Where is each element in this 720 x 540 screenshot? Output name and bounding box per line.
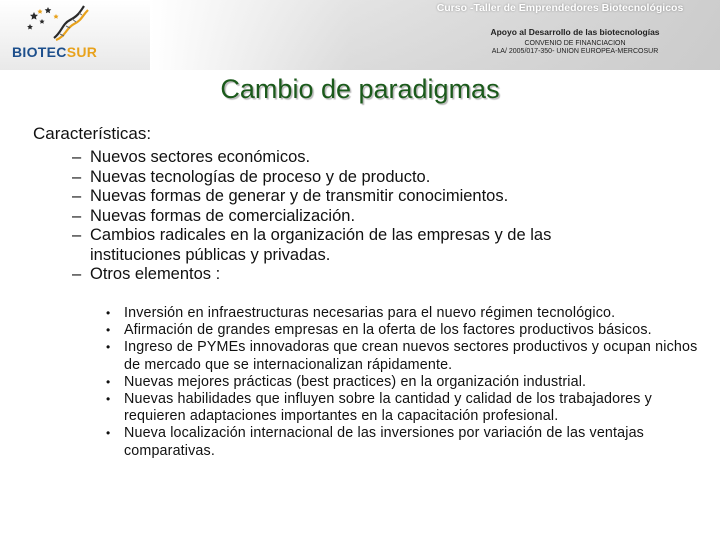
sub-list-item-text: Afirmación de grandes empresas en la oferta de los factores productivos básicos. (124, 322, 652, 339)
bullet-marker: • (106, 392, 111, 407)
sub-list-item (106, 322, 684, 339)
sub-list-item-text: Nueva localización internacional de las inversiones por variación de las ventajas comparativas. (124, 425, 644, 459)
list-item-text: Nuevas formas de generar y de transmitir conocimientos. (90, 187, 509, 205)
bullet-marker: • (106, 340, 111, 355)
list-item (72, 187, 702, 207)
characteristics-list (72, 148, 702, 285)
list-item-text: Nuevas tecnologías de proceso y de producto. (90, 167, 431, 186)
list-item (72, 148, 702, 168)
sub-list-item (106, 374, 706, 391)
sub-list-item (106, 305, 706, 322)
bullet-marker: • (106, 374, 111, 389)
logo-text-sur: SUR (66, 44, 98, 60)
list-item-text: Nuevas formas de comercialización. (90, 206, 356, 225)
sub-list-item (106, 391, 659, 425)
dash-marker: – (72, 265, 82, 283)
sub-list-item-text: Nuevas habilidades que influyen sobre la cantidad y calidad de los trabajadores y requieren adaptaciones importantes en la capacitación profesional. (124, 391, 652, 425)
bullet-marker: • (106, 426, 111, 441)
characteristics-heading: Características: (33, 124, 152, 143)
biotecsur-logo (6, 4, 126, 66)
course-title: Curso -Taller de Emprendedores Biotecnológicos (436, 2, 684, 14)
list-item-text: Cambios radicales en la organización de las empresas y de las instituciones públicas y privadas. (90, 226, 552, 264)
sub-list-item (106, 425, 684, 459)
sub-list-item-text: Ingreso de PYMEs innovadoras que crean nuevos sectores productivos y ocupan nichos de mercado que se internacionalizan rápidamente. (124, 339, 698, 373)
sub-list-item-text: Nuevas mejores prácticas (best practices) en la organización industrial. (124, 373, 587, 390)
list-item (72, 265, 702, 285)
list-item-text: Otros elementos : (90, 265, 221, 283)
dash-marker: – (72, 226, 82, 244)
biotecsur-emblem-icon (24, 4, 94, 44)
logo-text-biotec: BIOTEC (12, 44, 67, 60)
slide-title: Cambio de paradigmas (220, 74, 500, 104)
agreement-reference: ALA/ 2005/017-350- UNION EUROPEA-MERCOSUR (491, 48, 659, 55)
sub-list-item-text: Inversión en infraestructuras necesarias para el nuevo régimen tecnológico. (124, 305, 616, 321)
dash-marker: – (72, 167, 82, 186)
list-item (72, 168, 702, 188)
dash-marker: – (72, 148, 82, 166)
support-subtitle: Apoyo al Desarrollo de las biotecnologías (490, 27, 660, 37)
funding-agreement: CONVENIO DE FINANCIACION (524, 40, 626, 47)
sub-list-item (106, 339, 704, 373)
list-item (72, 226, 635, 265)
dash-marker: – (72, 206, 82, 225)
other-elements-list (106, 305, 706, 460)
bullet-marker: • (106, 323, 111, 338)
logo-text (12, 44, 97, 60)
bullet-marker: • (106, 306, 111, 320)
dash-marker: – (72, 187, 82, 205)
list-item (72, 207, 702, 227)
list-item-text: Nuevos sectores económicos. (90, 148, 311, 166)
